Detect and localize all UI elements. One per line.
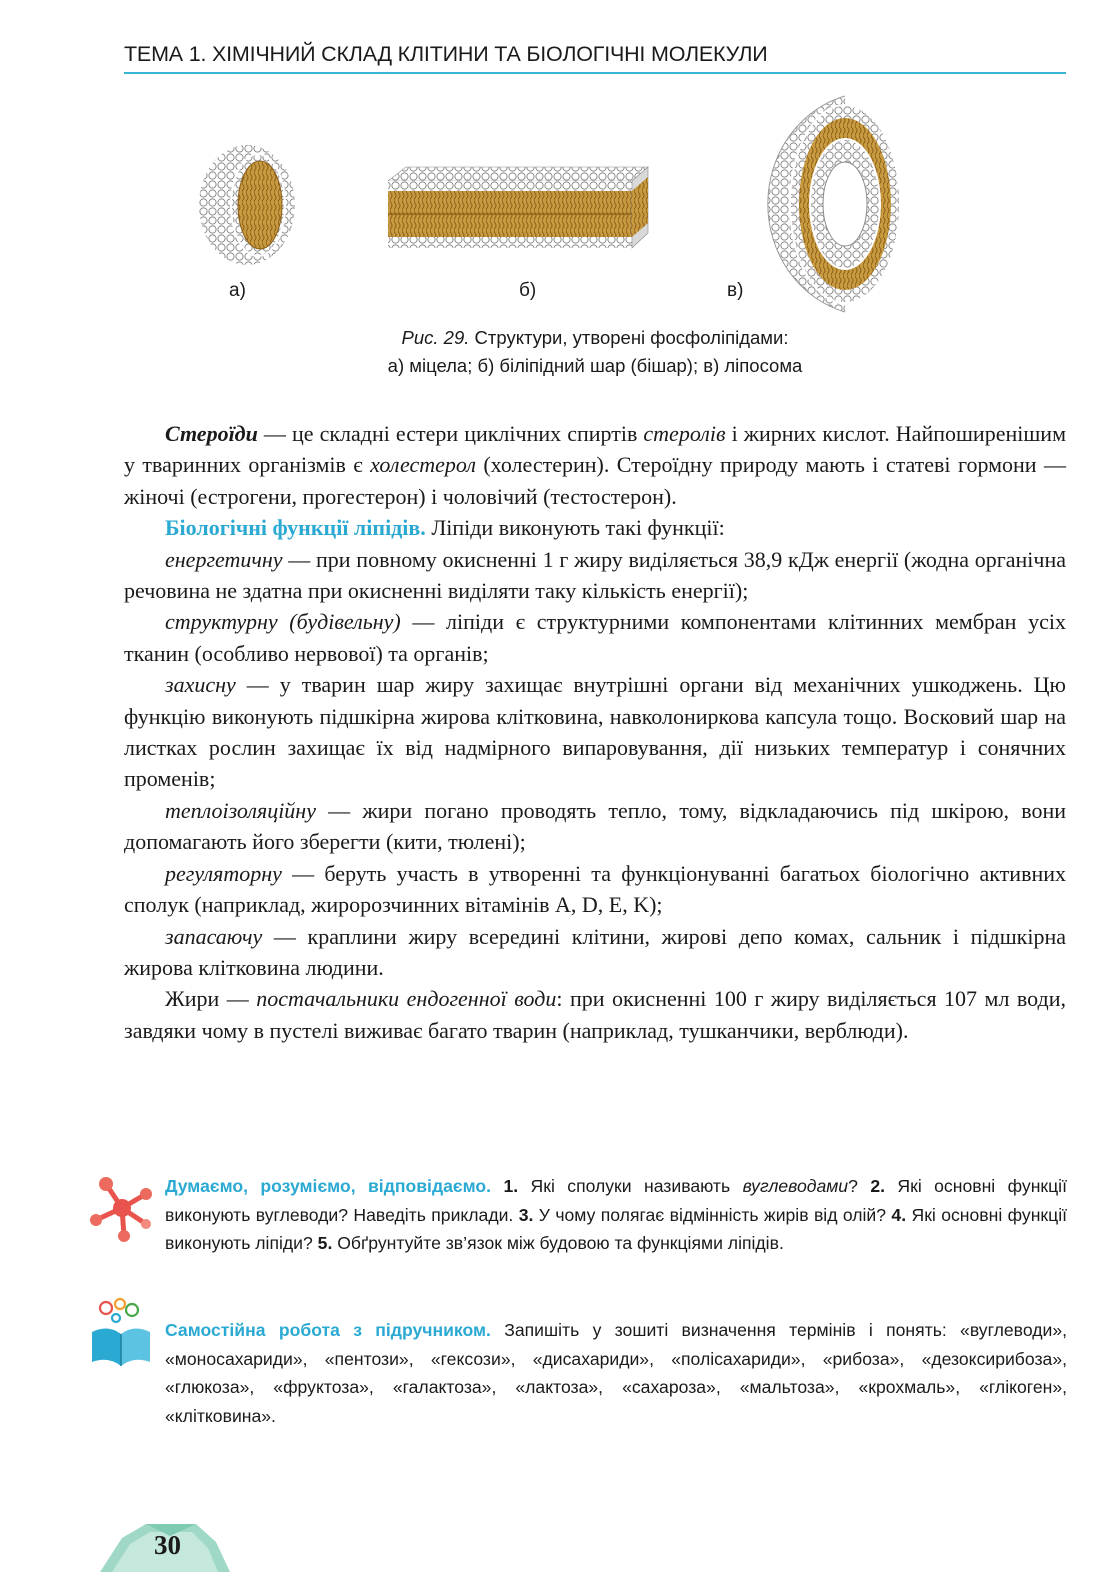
text-span: і жирних кислот. Найпоширенішим у тваринних організмів є [124, 421, 1066, 478]
figure-label-c: в) [727, 280, 744, 301]
questions-heading: Думаємо, розуміємо, відповідаємо. [165, 1176, 492, 1196]
figure-caption-text: Структури, утворені фосфоліпідами: [469, 327, 789, 348]
paragraph-steroids [124, 418, 1066, 512]
main-text [124, 418, 1066, 1046]
term-protective: захисну [165, 672, 236, 698]
question-text: Які основні функції виконують ліпіди? [165, 1204, 1067, 1253]
question-number: 1. [491, 1176, 519, 1196]
self-study-heading: Самостійна робота з підручником. [165, 1320, 491, 1340]
question-text: Які основні функції виконують вуглеводи? Наведіть приклади. [165, 1176, 1067, 1225]
term-cholesterol: холестерол [370, 452, 476, 478]
questions-text [165, 1172, 1067, 1258]
micelle-illustration [190, 135, 305, 275]
figure-caption-line1 [124, 324, 1066, 352]
text-span: : при окисненні 100 г жиру виділяється 107 мл води, завдяки чому в пустелі виживає багато тварин (наприклад, тушканчики, верблюди). [124, 986, 1066, 1043]
term-energy: енергетичну [165, 546, 283, 572]
questions-block [165, 1172, 1067, 1258]
term-storage: запасаючу [165, 923, 263, 949]
figure-caption-lead: Рис. 29. [401, 327, 470, 348]
figure-caption-line2: а) міцела; б) біліпідний шар (бішар); в) ліпосома [387, 355, 803, 376]
figure-caption [124, 324, 1066, 380]
term-sterols: стеролів [643, 421, 726, 446]
paragraph-energy [124, 544, 1066, 607]
paragraph-water [124, 983, 1066, 1046]
paragraph-storage [124, 921, 1066, 984]
text-span: — краплини жиру всередині клітини, жирові депо комах, сальник і підшкірна жирова клітковина людини. [124, 923, 1066, 980]
self-study-block [165, 1316, 1067, 1430]
text-span: — ліпіди є структурними компонентами клітинних мембран усіх тканин (особливо нервової) та органів; [124, 609, 1066, 666]
section-heading-lipid-functions: Біологічні функції ліпідів. [165, 515, 426, 541]
question-text: Які сполуки називають [518, 1176, 743, 1196]
text-span: — жири погано проводять тепло, тому, відкладаючись під шкірою, вони допомагають його зберегти (кити, тюлені); [124, 797, 1066, 855]
question-term: вуглеводами [742, 1176, 849, 1196]
text-span: Ліпіди виконують такі функції: [425, 515, 725, 541]
header-rule [124, 72, 1066, 74]
question-number: 3. [513, 1204, 534, 1225]
paragraph-functions-heading [124, 512, 1066, 543]
question-number: 2. [857, 1176, 885, 1196]
paragraph-regulatory [124, 858, 1066, 921]
self-study-text [165, 1316, 1067, 1430]
text-span: — при повному окисненні 1 г жиру виділяється 38,9 кДж енергії (жодна органічна речовина не здатна при окисненні виділяти таку кількість енергії); [124, 546, 1066, 604]
text-span: — це складні естери циклічних спиртів [257, 421, 644, 446]
figure-label-a: а) [229, 280, 246, 301]
paragraph-thermal [124, 795, 1066, 858]
paragraph-structural [124, 606, 1066, 669]
term-structural: структурну (будівельну) [165, 609, 401, 635]
term-regulatory: регуляторну [165, 860, 282, 886]
term-thermal: теплоізоляційну [165, 797, 316, 823]
page-number: 30 [154, 1530, 181, 1560]
paragraph-protective [124, 669, 1066, 795]
page-header-title: ТЕМА 1. ХІМІЧНИЙ СКЛАД КЛІТИНИ ТА БІОЛОГІЧНІ МОЛЕКУЛИ [124, 42, 768, 66]
text-span: — у тварин шар жиру захищає внутрішні органи від механічних ушкоджень. Цю функцію виконують підшкірна жирова клітковина, навколониркова капсула тощо. Восковий шар на листках рослин захищає їх від надмірного випаровування, дії низьких температур і сонячних променів; [124, 672, 1066, 792]
text-span: Жири — [165, 986, 257, 1012]
bilayer-illustration [382, 163, 652, 253]
open-book-gears-icon [86, 1296, 156, 1368]
question-number: 4. [886, 1204, 907, 1225]
text-span: (холестерин). Стероїдну природу мають і статеві гормони — жіночі (естрогени, прогестерон) і чоловічий (тестостерон). [124, 452, 1066, 509]
molecule-icon [84, 1172, 156, 1244]
term-endogenous-water: постачальники ендогенної води [256, 986, 557, 1012]
liposome-illustration [735, 88, 905, 318]
question-text: Обґрунтуйте зв’язок між будовою та функціями ліпідів. [332, 1233, 784, 1253]
question-number: 5. [312, 1233, 333, 1253]
term-steroids: Стероїди [165, 421, 258, 446]
question-text: У чому полягає відмінність жирів від олій? [533, 1204, 887, 1225]
self-study-body: Запишіть у зошиті визначення термінів і понять: «вуглеводи», «моносахариди», «пентози», «гексози», «дисахариди», «полісахариди», «рибоза», «дезоксирибоза», «глюкоза», «фруктоза», «галактоза», «лактоза», «сахароза», «мальтоза», «крохмаль», «глікоген», «клітковина». [165, 1320, 1067, 1426]
figure-label-b: б) [519, 280, 537, 301]
text-span: — беруть участь в утворенні та функціонуванні багатьох біологічно активних сполук (наприклад, жиророзчинних вітамінів A, D, E, K); [124, 860, 1066, 918]
question-text: ? [848, 1176, 858, 1196]
